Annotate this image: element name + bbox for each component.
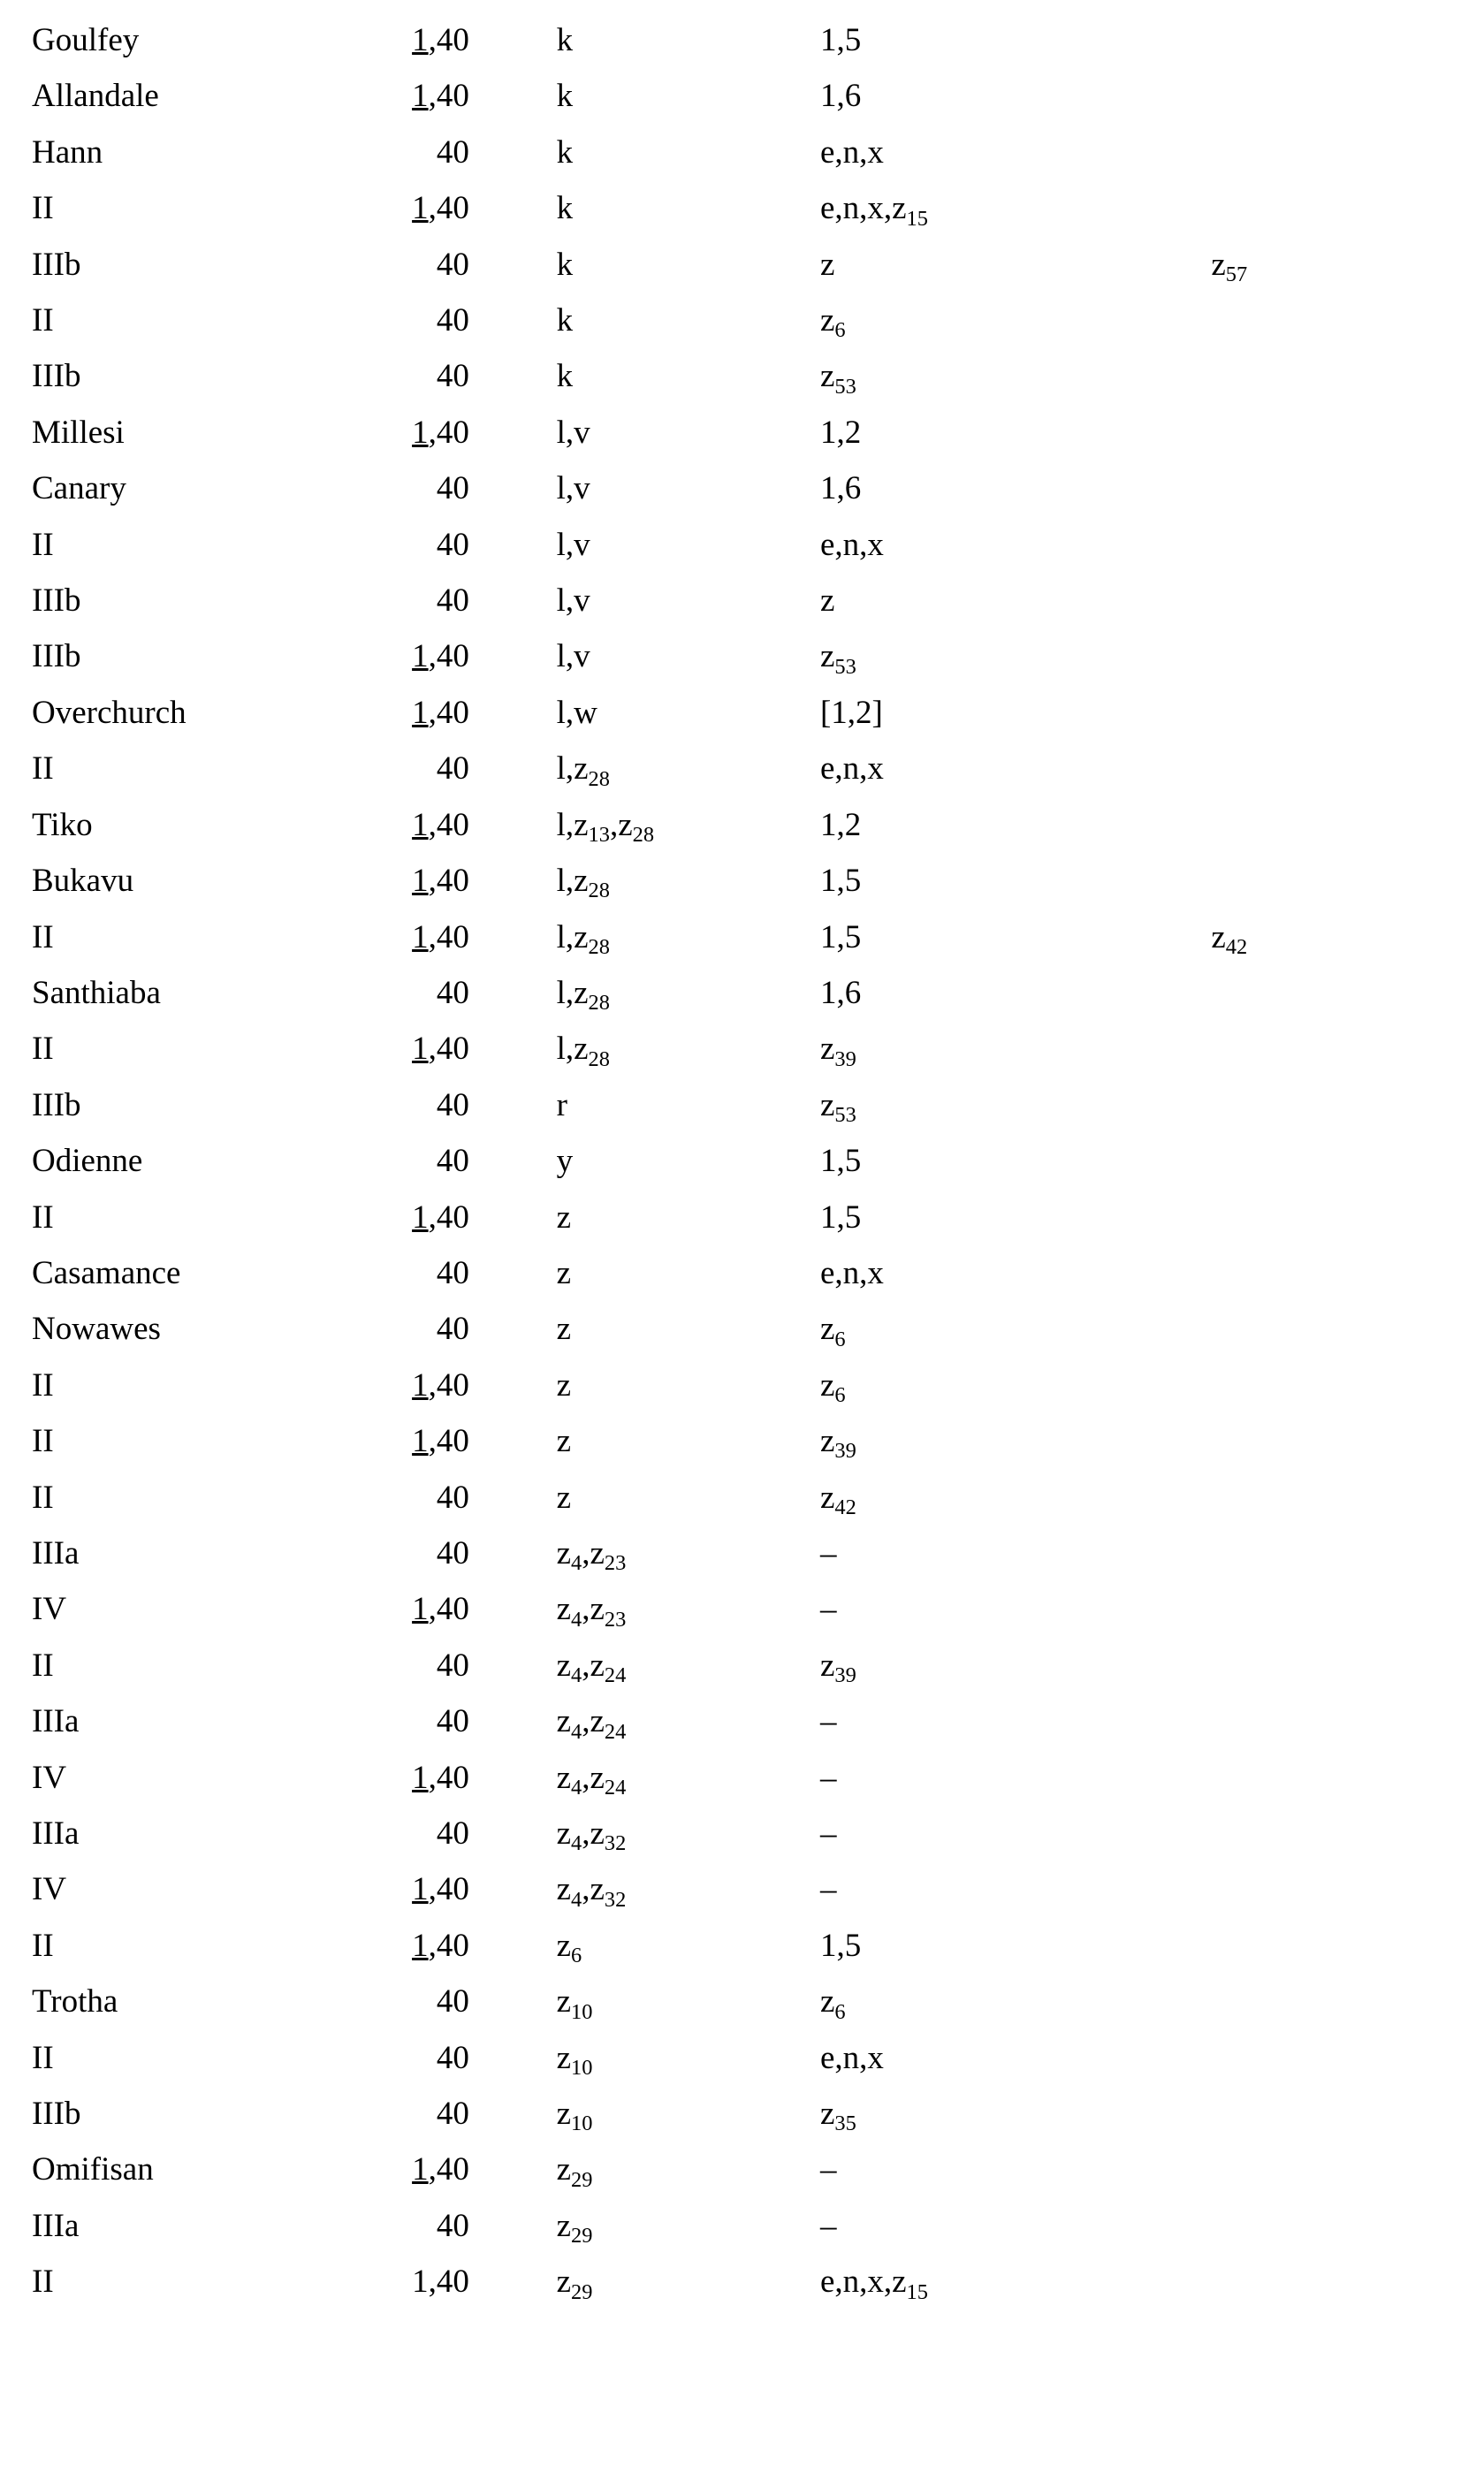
phase3-antigen	[1211, 405, 1484, 460]
phase1-antigen: $z_{29}$	[556, 2207, 593, 2249]
serotype-name: Overchurch	[32, 694, 186, 731]
serotype-name: II	[32, 1423, 54, 1460]
phase1-antigen: z	[556, 1311, 572, 1348]
column-spacer	[469, 1245, 557, 1301]
phase2-antigen: $z_6$	[819, 1983, 846, 2024]
phase1-antigen: r	[556, 1086, 567, 1123]
table-row	[0, 741, 1484, 796]
phase2-antigen: 1,5	[819, 1143, 862, 1180]
phase3-antigen	[1211, 460, 1484, 516]
table-row	[0, 1245, 1484, 1301]
column-spacer	[469, 517, 557, 573]
column-spacer	[469, 909, 557, 965]
phase3-antigen: $z_{42}$	[1211, 918, 1248, 959]
table-row	[0, 1358, 1484, 1413]
table-row	[0, 2030, 1484, 2086]
o-antigen-group: 1,40	[412, 1871, 469, 1908]
phase2-antigen: e,n,x	[819, 1254, 884, 1291]
o-antigen-group: 1,40	[412, 2264, 469, 2301]
phase3-antigen	[1211, 853, 1484, 909]
phase1-antigen: $l,z_{28}$	[556, 863, 610, 903]
serotype-name: IIIb	[32, 2096, 81, 2133]
column-spacer	[469, 1190, 557, 1245]
column-spacer	[469, 741, 557, 796]
phase3-antigen	[1211, 1413, 1484, 1469]
phase2-antigen: 1,5	[819, 1927, 862, 1964]
phase3-antigen	[1211, 965, 1484, 1021]
serotype-name: IIIa	[32, 1703, 80, 1740]
phase3-antigen	[1211, 180, 1484, 236]
phase3-antigen	[1211, 1021, 1484, 1077]
table-row	[0, 348, 1484, 404]
phase3-antigen	[1211, 797, 1484, 853]
serotype-name: IIIb	[32, 1086, 81, 1123]
serotype-name: II	[32, 1927, 54, 1964]
column-spacer	[469, 573, 557, 628]
column-spacer	[469, 1470, 557, 1526]
o-antigen-group: 40	[436, 1143, 469, 1180]
o-antigen-group: 1,40	[412, 1366, 469, 1404]
table-row	[0, 237, 1484, 293]
table-row	[0, 628, 1484, 684]
phase2-antigen: 1,5	[819, 1198, 862, 1236]
table-row	[0, 293, 1484, 348]
table-row	[0, 909, 1484, 965]
phase3-antigen	[1211, 1693, 1484, 1749]
serotype-name: IIIa	[32, 1534, 80, 1571]
phase3-antigen	[1211, 741, 1484, 796]
o-antigen-group: 40	[436, 133, 469, 171]
phase1-antigen: $z_4,z_{32}$	[556, 1871, 627, 1912]
phase3-antigen	[1211, 348, 1484, 404]
phase1-antigen: l,v	[556, 638, 590, 675]
table-row	[0, 1077, 1484, 1133]
phase3-antigen	[1211, 1526, 1484, 1581]
column-spacer	[469, 237, 557, 293]
column-spacer	[469, 68, 557, 124]
serotype-name: Allandale	[32, 78, 159, 115]
column-spacer	[469, 2086, 557, 2142]
o-antigen-group: 1,40	[412, 1198, 469, 1236]
column-spacer	[469, 853, 557, 909]
column-spacer	[469, 2142, 557, 2197]
phase2-antigen: $z_{53}$	[819, 358, 856, 399]
o-antigen-group: 1,40	[412, 78, 469, 115]
phase2-antigen: –	[819, 1871, 837, 1908]
table-row	[0, 2254, 1484, 2309]
o-antigen-group: 40	[436, 1703, 469, 1740]
phase2-antigen: 1,5	[819, 863, 862, 900]
column-spacer	[469, 1806, 557, 1861]
phase1-antigen: $z_4,z_{24}$	[556, 1703, 627, 1744]
o-antigen-group: 1,40	[412, 1927, 469, 1964]
table-row	[0, 2142, 1484, 2197]
o-antigen-group: 40	[436, 2039, 469, 2076]
table-row	[0, 1974, 1484, 2029]
phase3-antigen	[1211, 517, 1484, 573]
o-antigen-group: 40	[436, 1534, 469, 1571]
serotype-name: Tiko	[32, 806, 93, 843]
serotype-name: Goulfey	[32, 22, 140, 58]
column-spacer	[469, 460, 557, 516]
serotype-name: IIIa	[32, 2207, 80, 2244]
phase3-antigen	[1211, 1974, 1484, 2029]
phase3-antigen	[1211, 1077, 1484, 1133]
phase3-antigen	[1211, 628, 1484, 684]
o-antigen-group: 40	[436, 470, 469, 507]
phase1-antigen: y	[556, 1143, 574, 1180]
serotype-name: Bukavu	[32, 863, 134, 900]
phase1-antigen: $z_{10}$	[556, 2039, 593, 2080]
phase2-antigen: $z_{53}$	[819, 638, 856, 679]
phase3-antigen	[1211, 1806, 1484, 1861]
table-row	[0, 68, 1484, 124]
phase2-antigen: $z_6$	[819, 1311, 846, 1351]
column-spacer	[469, 1638, 557, 1693]
serotype-name: Nowawes	[32, 1311, 161, 1348]
serotype-name: II	[32, 1366, 54, 1404]
o-antigen-group: 40	[436, 1311, 469, 1348]
column-spacer	[469, 348, 557, 404]
o-antigen-group: 1,40	[412, 1423, 469, 1460]
o-antigen-group: 1,40	[412, 1591, 469, 1628]
o-antigen-group: 1,40	[412, 190, 469, 227]
phase1-antigen: $z_{29}$	[556, 2151, 593, 2192]
serotype-name: IV	[32, 1591, 67, 1628]
o-antigen-group: 40	[436, 2207, 469, 2244]
column-spacer	[469, 12, 557, 68]
phase1-antigen: k	[556, 133, 574, 171]
phase1-antigen: $l,z_{28}$	[556, 1031, 610, 1071]
phase3-antigen: $z_{57}$	[1211, 246, 1248, 286]
phase3-antigen	[1211, 573, 1484, 628]
serotype-name: II	[32, 1647, 54, 1684]
phase2-antigen: $z_{53}$	[819, 1086, 856, 1128]
column-spacer	[469, 293, 557, 348]
column-spacer	[469, 1974, 557, 2029]
column-spacer	[469, 1861, 557, 1917]
table-row	[0, 1190, 1484, 1245]
column-spacer	[469, 965, 557, 1021]
phase2-antigen: 1,6	[819, 974, 862, 1011]
o-antigen-group: 40	[436, 1647, 469, 1684]
phase1-antigen: $l,z_{28}$	[556, 974, 610, 1016]
table-row	[0, 180, 1484, 236]
phase3-antigen	[1211, 12, 1484, 68]
phase2-antigen: [1,2]	[819, 694, 883, 731]
o-antigen-group: 40	[436, 246, 469, 283]
phase3-antigen	[1211, 293, 1484, 348]
document-page	[0, 12, 1484, 2473]
o-antigen-group: 1,40	[412, 863, 469, 900]
phase3-antigen	[1211, 1245, 1484, 1301]
phase2-antigen: –	[819, 1759, 837, 1796]
phase2-antigen: $z_{39}$	[819, 1647, 856, 1688]
phase2-antigen: 1,6	[819, 78, 862, 115]
column-spacer	[469, 1693, 557, 1749]
phase3-antigen	[1211, 1750, 1484, 1806]
o-antigen-group: 1,40	[412, 22, 469, 58]
o-antigen-group: 40	[436, 302, 469, 339]
phase2-antigen: z	[819, 582, 835, 620]
phase3-antigen	[1211, 68, 1484, 124]
serotype-name: Canary	[32, 470, 126, 507]
phase3-antigen	[1211, 1301, 1484, 1357]
serotype-table	[0, 12, 1484, 2310]
phase2-antigen: e,n,x	[819, 2039, 884, 2076]
phase1-antigen: $z_{10}$	[556, 1983, 593, 2024]
table-row	[0, 517, 1484, 573]
serotype-name: Hann	[32, 133, 103, 171]
o-antigen-group: 40	[436, 582, 469, 620]
table-row	[0, 573, 1484, 628]
serotype-name: Trotha	[32, 1983, 118, 2020]
table-row	[0, 1918, 1484, 1974]
phase2-antigen: z	[819, 246, 835, 283]
o-antigen-group: 40	[436, 2096, 469, 2133]
phase1-antigen: k	[556, 22, 574, 58]
serotype-name: II	[32, 2039, 54, 2076]
phase3-antigen	[1211, 2254, 1484, 2309]
phase3-antigen	[1211, 1638, 1484, 1693]
phase3-antigen	[1211, 1133, 1484, 1189]
phase3-antigen	[1211, 125, 1484, 180]
table-row	[0, 1638, 1484, 1693]
serotype-name: II	[32, 526, 54, 563]
phase3-antigen	[1211, 1358, 1484, 1413]
serotype-name: IIIa	[32, 1815, 80, 1852]
phase1-antigen: $z_4,z_{24}$	[556, 1647, 627, 1688]
phase1-antigen: l,w	[556, 694, 597, 731]
phase3-antigen	[1211, 1861, 1484, 1917]
column-spacer	[469, 1133, 557, 1189]
phase1-antigen: z	[556, 1198, 572, 1236]
phase1-antigen: k	[556, 246, 574, 283]
page-bottom-clip	[0, 2454, 1484, 2473]
phase2-antigen: 1,6	[819, 470, 862, 507]
table-row	[0, 1470, 1484, 1526]
serotype-name: IIIb	[32, 582, 81, 620]
table-row	[0, 1750, 1484, 1806]
o-antigen-group: 40	[436, 1815, 469, 1852]
serotype-name: II	[32, 1479, 54, 1516]
phase1-antigen: z	[556, 1254, 572, 1291]
serotype-name: IV	[32, 1759, 67, 1796]
serotype-name: II	[32, 302, 54, 339]
table-row	[0, 1861, 1484, 1917]
table-row	[0, 2086, 1484, 2142]
table-row	[0, 1413, 1484, 1469]
o-antigen-group: 40	[436, 526, 469, 563]
phase1-antigen: $z_4,z_{24}$	[556, 1759, 627, 1800]
phase1-antigen: k	[556, 190, 574, 227]
phase2-antigen: $z_6$	[819, 302, 846, 343]
phase2-antigen: $z_{39}$	[819, 1031, 856, 1071]
table-row	[0, 1581, 1484, 1637]
serotype-name: IV	[32, 1871, 67, 1908]
phase2-antigen: 1,5	[819, 918, 862, 955]
phase1-antigen: $z_{29}$	[556, 2264, 593, 2304]
phase2-antigen: –	[819, 1591, 837, 1628]
table-row	[0, 460, 1484, 516]
o-antigen-group: 1,40	[412, 806, 469, 843]
table-row	[0, 1526, 1484, 1581]
column-spacer	[469, 2030, 557, 2086]
phase1-antigen: l,v	[556, 470, 590, 507]
column-spacer	[469, 405, 557, 460]
serotype-name: IIIb	[32, 246, 81, 283]
phase1-antigen: z	[556, 1366, 572, 1404]
serotype-name: Santhiaba	[32, 974, 161, 1011]
phase1-antigen: l,v	[556, 526, 590, 563]
column-spacer	[469, 1750, 557, 1806]
phase3-antigen	[1211, 2198, 1484, 2254]
table-row	[0, 797, 1484, 853]
serotype-name: Omifisan	[32, 2151, 154, 2188]
o-antigen-group: 40	[436, 1983, 469, 2020]
phase1-antigen: z	[556, 1479, 572, 1516]
table-row	[0, 1693, 1484, 1749]
table-row	[0, 2198, 1484, 2254]
table-row	[0, 12, 1484, 68]
phase3-antigen	[1211, 2142, 1484, 2197]
o-antigen-group: 40	[436, 1254, 469, 1291]
table-row	[0, 1133, 1484, 1189]
column-spacer	[469, 2198, 557, 2254]
phase1-antigen: k	[556, 302, 574, 339]
column-spacer	[469, 1021, 557, 1077]
table-row	[0, 1301, 1484, 1357]
phase3-antigen	[1211, 1581, 1484, 1637]
column-spacer	[469, 1077, 557, 1133]
column-spacer	[469, 685, 557, 741]
phase2-antigen: –	[819, 1815, 837, 1852]
phase2-antigen: $z_6$	[819, 1366, 846, 1408]
phase2-antigen: e,n,x	[819, 133, 884, 171]
phase1-antigen: $z_6$	[556, 1927, 582, 1968]
column-spacer	[469, 1918, 557, 1974]
phase3-antigen	[1211, 685, 1484, 741]
table-row	[0, 1021, 1484, 1077]
serotype-name: Millesi	[32, 414, 125, 451]
o-antigen-group: 40	[436, 358, 469, 395]
column-spacer	[469, 628, 557, 684]
phase2-antigen: e,n,x	[819, 526, 884, 563]
column-spacer	[469, 1358, 557, 1413]
phase2-antigen: 1,2	[819, 414, 862, 451]
column-spacer	[469, 797, 557, 853]
phase2-antigen: –	[819, 1534, 837, 1571]
phase3-antigen	[1211, 1918, 1484, 1974]
table-row	[0, 405, 1484, 460]
serotype-name: II	[32, 2264, 54, 2301]
phase1-antigen: $z_4,z_{23}$	[556, 1591, 627, 1632]
o-antigen-group: 1,40	[412, 1759, 469, 1796]
o-antigen-group: 1,40	[412, 918, 469, 955]
o-antigen-group: 40	[436, 750, 469, 788]
column-spacer	[469, 1581, 557, 1637]
table-row	[0, 965, 1484, 1021]
o-antigen-group: 40	[436, 1479, 469, 1516]
table-row	[0, 1806, 1484, 1861]
phase1-antigen: $z_{10}$	[556, 2096, 593, 2136]
serotype-name: Casamance	[32, 1254, 181, 1291]
phase2-antigen: $e,n,x,z_{15}$	[819, 190, 928, 231]
serotype-name: II	[32, 918, 54, 955]
phase1-antigen: $z_4,z_{23}$	[556, 1534, 627, 1576]
phase2-antigen: –	[819, 2151, 837, 2188]
phase2-antigen: $e,n,x,z_{15}$	[819, 2264, 928, 2304]
phase2-antigen: –	[819, 2207, 837, 2244]
column-spacer	[469, 180, 557, 236]
serotype-name: II	[32, 1031, 54, 1068]
phase1-antigen: $z_4,z_{32}$	[556, 1815, 627, 1856]
phase2-antigen: e,n,x	[819, 750, 884, 788]
phase1-antigen: z	[556, 1423, 572, 1460]
phase2-antigen: 1,2	[819, 806, 862, 843]
phase1-antigen: $l,z_{13},z_{28}$	[556, 806, 655, 847]
table-row	[0, 125, 1484, 180]
o-antigen-group: 1,40	[412, 2151, 469, 2188]
o-antigen-group: 40	[436, 974, 469, 1011]
o-antigen-group: 40	[436, 1086, 469, 1123]
phase2-antigen: –	[819, 1703, 837, 1740]
phase2-antigen: $z_{42}$	[819, 1479, 856, 1519]
serotype-name: IIIb	[32, 638, 81, 675]
phase1-antigen: l,v	[556, 414, 590, 451]
table-row	[0, 853, 1484, 909]
phase1-antigen: l,v	[556, 582, 590, 620]
phase2-antigen: 1,5	[819, 22, 862, 58]
serotype-name: II	[32, 750, 54, 788]
serotype-name: IIIb	[32, 358, 81, 395]
serotype-name: II	[32, 190, 54, 227]
phase2-antigen: $z_{39}$	[819, 1423, 856, 1464]
phase3-antigen	[1211, 1190, 1484, 1245]
serotype-name: Odienne	[32, 1143, 143, 1180]
phase3-antigen	[1211, 2030, 1484, 2086]
column-spacer	[469, 1301, 557, 1357]
o-antigen-group: 1,40	[412, 694, 469, 731]
phase1-antigen: k	[556, 78, 574, 115]
o-antigen-group: 1,40	[412, 1031, 469, 1068]
column-spacer	[469, 1413, 557, 1469]
phase3-antigen	[1211, 2086, 1484, 2142]
phase2-antigen: $z_{35}$	[819, 2096, 856, 2136]
column-spacer	[469, 125, 557, 180]
serotype-table-body	[0, 12, 1484, 2310]
o-antigen-group: 1,40	[412, 414, 469, 451]
serotype-name: II	[32, 1198, 54, 1236]
table-row	[0, 685, 1484, 741]
phase3-antigen	[1211, 1470, 1484, 1526]
column-spacer	[469, 1526, 557, 1581]
column-spacer	[469, 2254, 557, 2309]
phase1-antigen: k	[556, 358, 574, 395]
phase1-antigen: $l,z_{28}$	[556, 750, 610, 791]
o-antigen-group: 1,40	[412, 638, 469, 675]
phase1-antigen: $l,z_{28}$	[556, 918, 610, 959]
